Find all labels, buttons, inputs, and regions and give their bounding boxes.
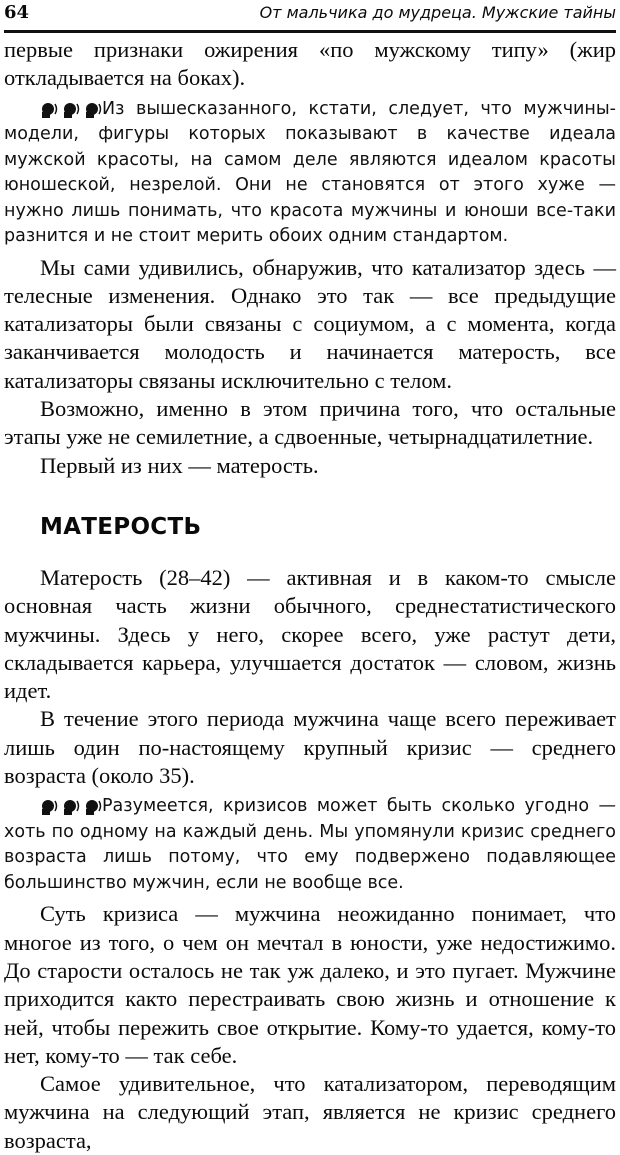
section-heading: МАТЕРОСТЬ: [40, 513, 202, 540]
paragraph: Самое удивительное, что катализатором, переводящим мужчина на следующий этап, является не кризис среднего возраста,: [4, 1071, 616, 1153]
paragraph: Суть кризиса — мужчина неожиданно понимает, что многое из того, о чем он мечтал в юности, уже недостижимо. До старости осталось не так уж далеко, и это пугает. Мужчине приходится както перестраивать свою жизнь и отношение к ней, чтобы пережить свое открытие. Кому-то удается, кому-то нет, кому-то — так себе.: [4, 901, 616, 1068]
paragraph: Возможно, именно в этом причина того, что остальные этапы уже не семилетние, а сдвоенные, четырнадцатилетние.: [4, 396, 616, 450]
page-header: [4, 0, 616, 33]
running-title: От мальчика до мудреца. Мужские тайны: [259, 3, 616, 22]
margin-note-text: Из вышесказанного, кстати, следует, что мужчины-модели, фигуры которых показывают в качестве идеала мужской красоты, на самом деле являются идеалом красоты юношеской, незрелой. Они не становятся от этого хуже — нужно лишь понимать, что красота мужчины и юноши все-таки разнится и не стоит мерить обоих одним стандартом.: [4, 98, 616, 247]
paragraph: Первый из них — матерость.: [40, 452, 319, 478]
paragraph: Матерость (28–42) — активная и в каком-то смысле основная часть жизни обычного, среднестатистического мужчины. Здесь у него, скорее всего, уже растут дети, складывается карьера, улучшается достаток — словом, жизнь идет.: [4, 564, 616, 704]
margin-note: [4, 97, 616, 250]
speaking-heads-icon: [40, 797, 120, 817]
margin-note-text: Разумеется, кризисов может быть сколько угодно — хоть по одному на каждый день. Мы упомянули кризис среднего возраста лишь потому, что ему подвержено подавляющее большинство мужчин, если не вообще все.: [4, 796, 616, 893]
page-number: 64: [4, 2, 30, 23]
speaking-heads-icon: [40, 100, 120, 120]
paragraph: В течение этого периода мужчина чаще всего переживает лишь один по-настоящему крупный кризис — среднего возраста (около 35).: [4, 706, 616, 789]
page-body: [4, 36, 616, 1155]
paragraph: Мы сами удивились, обнаружив, что катализатор здесь — телесные изменения. Однако это так — все предыдущие катализаторы были связаны с социумом, а с момента, когда заканчивается молодость и начинается матерость, все катализаторы связаны исключительно с телом.: [4, 254, 616, 393]
margin-note: [4, 794, 616, 896]
paragraph-continued: первые признаки ожирения «по мужскому типу» (жир откладывается на боках).: [4, 37, 616, 91]
